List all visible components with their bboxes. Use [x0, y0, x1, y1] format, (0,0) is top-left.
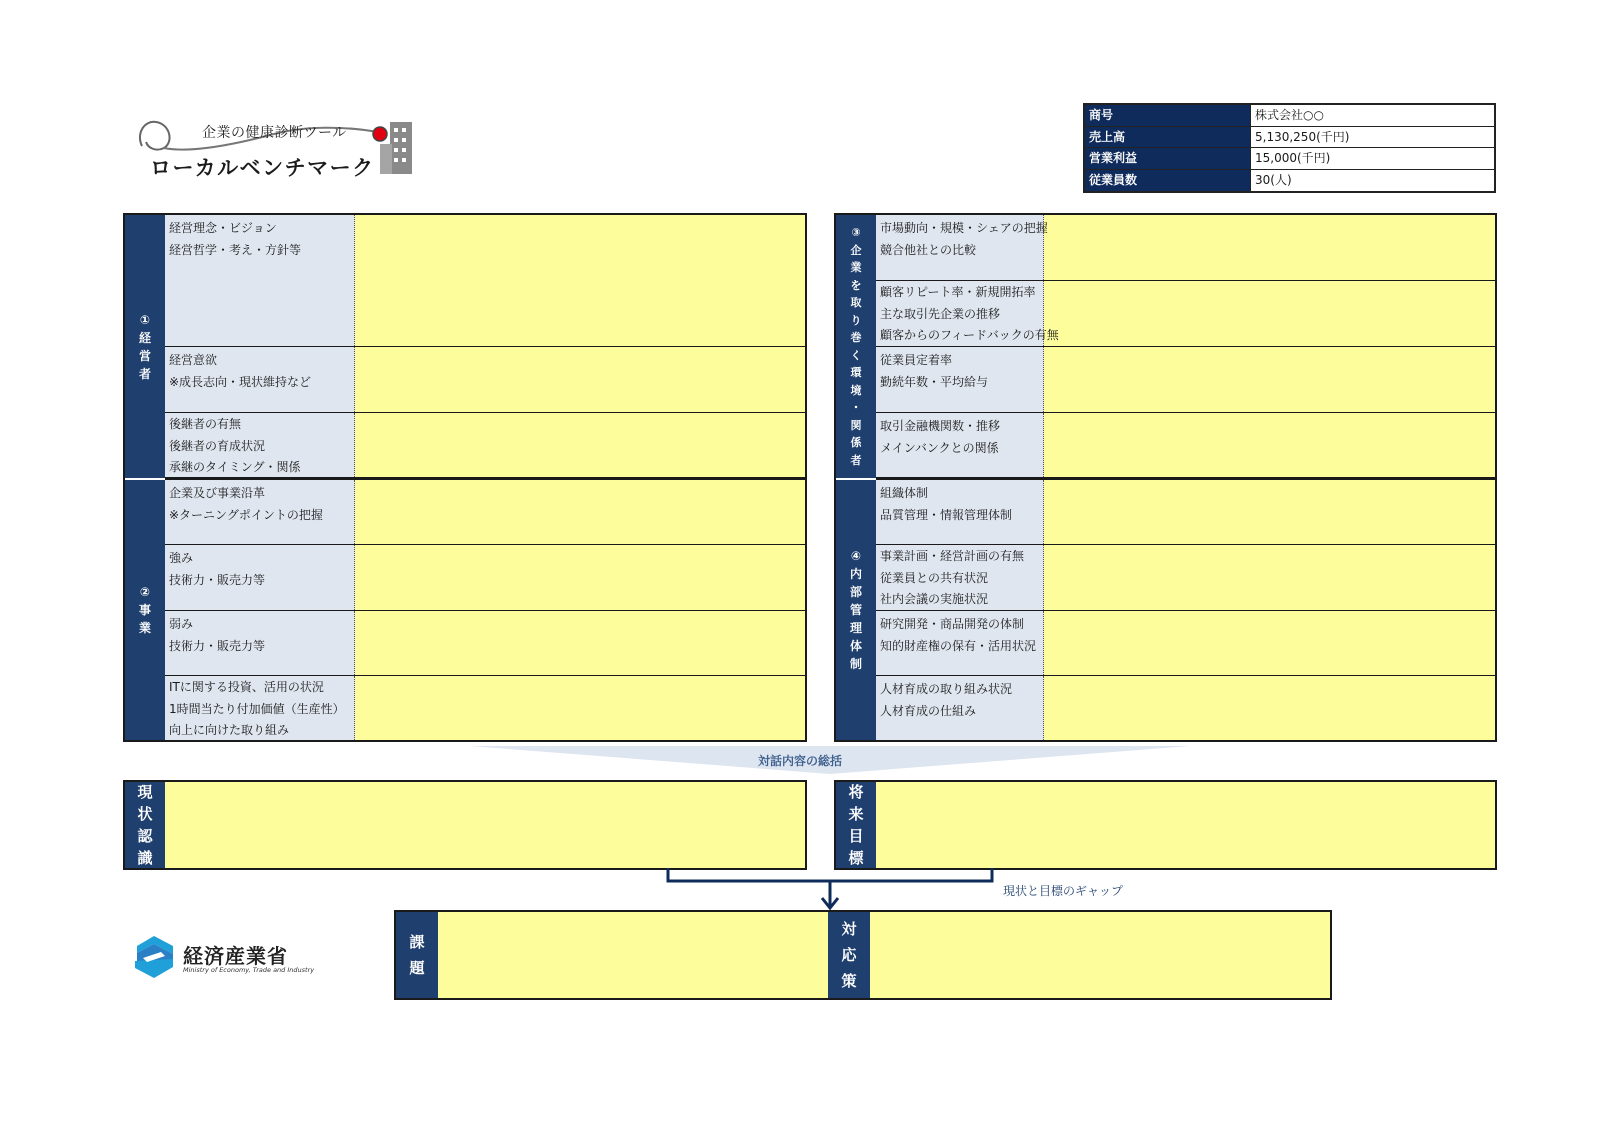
label-line: 人材育成の仕組み: [880, 704, 977, 718]
label-line: 顧客からのフィードバックの有無: [880, 328, 1059, 342]
form-row: [876, 480, 1495, 545]
info-key: 売上高: [1085, 127, 1251, 148]
form-row: [165, 215, 805, 347]
logo-title: ローカルベンチマーク: [150, 156, 375, 180]
future-goal-panel[interactable]: [834, 780, 1497, 870]
label-line: 後継者の育成状況: [169, 438, 266, 453]
form-row: [876, 281, 1495, 347]
label-line: ※ターニングポイントの把握: [169, 508, 323, 522]
section-head-manager: [125, 215, 165, 478]
row-label: [876, 215, 1048, 280]
label-line: 経営意欲: [169, 353, 218, 367]
label-line: 弱み: [169, 617, 194, 631]
section-head-internal-control: [836, 480, 876, 740]
issue-measure-panel: [394, 910, 1332, 1000]
label-line: 企業及び事業沿革: [169, 486, 266, 500]
form-row: [876, 413, 1495, 478]
company-info-table: [1083, 103, 1496, 193]
measure-field[interactable]: [870, 912, 1330, 998]
info-value[interactable]: 30(人): [1251, 170, 1494, 192]
head-text: 対 応 策: [841, 920, 857, 990]
head-text: 将 来 目 標: [848, 783, 864, 867]
label-line: 取引金融機関数・推移: [880, 419, 1001, 433]
label-line: 主な取引先企業の推移: [880, 306, 1001, 321]
label-line: 1時間当たり付加価値（生産性）: [169, 701, 345, 716]
form-row: [876, 215, 1495, 281]
info-value[interactable]: 株式会社○○: [1251, 105, 1494, 126]
label-line: 競合他社との比較: [880, 243, 977, 257]
label-line: 研究開発・商品開発の体制: [880, 617, 1025, 631]
form-row: [876, 611, 1495, 676]
label-line: 勤続年数・平均給与: [880, 375, 989, 389]
row-label: [165, 480, 355, 544]
section-head-text: ① 経 営 者: [138, 312, 151, 381]
row-label: [876, 611, 1044, 675]
summary-label: 対話内容の総括: [757, 754, 842, 768]
row-label: [165, 676, 355, 740]
meti-emblem-icon: [131, 934, 177, 980]
info-row-sales: [1085, 127, 1494, 149]
form-row: [876, 676, 1495, 740]
benchmark-logo: [134, 108, 424, 184]
row-label: [876, 347, 1044, 412]
label-line: 組織体制: [880, 486, 929, 500]
info-key: 商号: [1085, 105, 1251, 126]
label-line: ITに関する投資、活用の状況: [169, 680, 324, 694]
meti-logo: [131, 934, 331, 982]
issue-field[interactable]: [438, 912, 828, 998]
label-line: 技術力・販売力等: [169, 639, 266, 653]
meti-english-name: Ministry of Economy, Trade and Industry: [183, 966, 315, 974]
label-line: 経営哲学・考え・方針等: [169, 243, 302, 257]
label-line: 従業員定着率: [880, 353, 953, 367]
form-row: [876, 347, 1495, 413]
label-line: 経営理念・ビジョン: [169, 221, 277, 235]
measure-head: [828, 912, 870, 998]
gap-arrow-icon: [660, 868, 1000, 912]
label-line: 人材育成の取り組み状況: [880, 682, 1013, 696]
issue-head: [396, 912, 438, 998]
row-label: [876, 545, 1044, 610]
info-value[interactable]: 5,130,250(千円): [1251, 127, 1494, 148]
section-head-text: ③ 企 業 を 取 り 巻 く 環 境 ・ 関 係 者: [850, 226, 862, 467]
label-line: 市場動向・規模・シェアの把握: [880, 221, 1048, 235]
label-line: 品質管理・情報管理体制: [880, 508, 1013, 522]
info-row-operating-profit: [1085, 148, 1494, 170]
row-label: [165, 215, 355, 346]
logo-subtitle: 企業の健康診断ツール: [202, 125, 347, 141]
label-line: 技術力・販売力等: [169, 573, 266, 587]
current-state-head: [125, 782, 165, 868]
info-key: 従業員数: [1085, 170, 1251, 192]
row-label: [165, 545, 355, 610]
section-head-environment: [836, 215, 876, 478]
info-row-trade-name: [1085, 105, 1494, 127]
label-line: 強み: [169, 551, 194, 565]
row-label: [876, 281, 1059, 346]
form-row: [165, 413, 805, 478]
row-label: [876, 413, 1044, 477]
form-row: [165, 347, 805, 413]
label-line: 社内会議の実施状況: [880, 592, 989, 606]
label-line: 向上に向けた取り組み: [169, 723, 290, 737]
row-label: [165, 347, 355, 412]
head-text: 現 状 認 識: [137, 783, 153, 867]
label-line: 承継のタイミング・関係: [169, 460, 301, 474]
info-key: 営業利益: [1085, 148, 1251, 169]
form-row: [165, 545, 805, 611]
meti-name: 経済産業省: [183, 944, 288, 968]
section-head-business: [125, 480, 165, 740]
info-row-employees: [1085, 170, 1494, 192]
label-line: メインバンクとの関係: [880, 441, 999, 455]
row-label: [165, 611, 355, 675]
gap-label: 現状と目標のギャップ: [1003, 884, 1124, 898]
label-line: ※成長志向・現状維持など: [169, 375, 312, 389]
head-text: 課 題: [409, 933, 425, 977]
section-head-text: ④ 内 部 管 理 体 制: [849, 549, 862, 671]
right-panel: [834, 213, 1497, 742]
current-state-panel[interactable]: [123, 780, 807, 870]
info-value[interactable]: 15,000(千円): [1251, 148, 1494, 169]
label-line: 従業員との共有状況: [880, 570, 989, 585]
left-panel: [123, 213, 807, 742]
form-row: [165, 480, 805, 545]
section-head-text: ② 事 業: [138, 585, 151, 635]
future-goal-head: [836, 782, 876, 868]
label-line: 顧客リピート率・新規開拓率: [880, 285, 1036, 299]
form-row: [165, 676, 805, 740]
label-line: 知的財産権の保有・活用状況: [880, 639, 1037, 653]
label-line: 後継者の有無: [169, 417, 242, 431]
row-label: [876, 480, 1044, 544]
form-row: [165, 611, 805, 676]
row-label: [165, 413, 355, 477]
form-row: [876, 545, 1495, 611]
row-label: [876, 676, 1044, 740]
label-line: 事業計画・経営計画の有無: [880, 549, 1025, 563]
